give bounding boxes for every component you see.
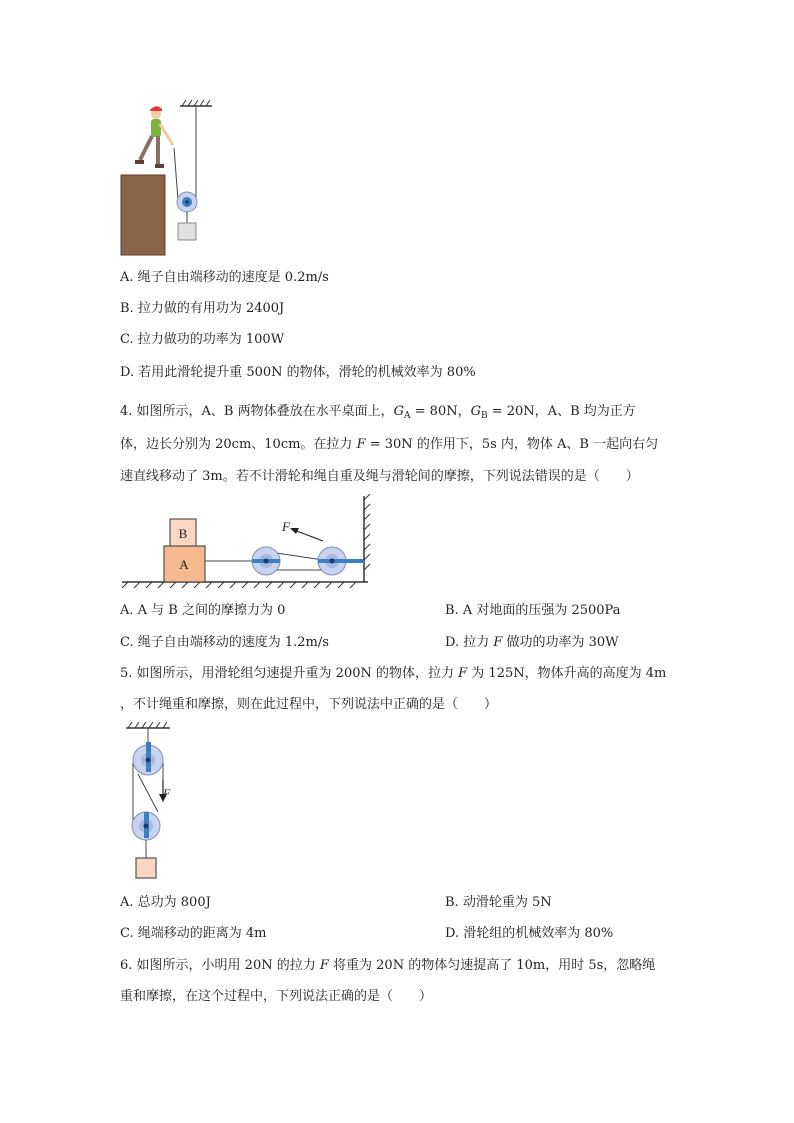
q5-figure [118,722,198,886]
fixed-pulley [133,742,163,775]
brick-wall [121,175,165,255]
q3-option-a: A. 绳子自由端移动的速度是 0.2m/s [120,270,329,285]
q3-option-c: C. 拉力做功的功率为 100W [120,332,285,347]
q5-load-block [136,858,156,878]
pulley-right [318,547,364,575]
load-block [178,223,196,240]
q5-option-c: C. 绳端移动的距离为 4m [120,926,267,941]
pulley-left [252,547,280,575]
q5-force-f-label: F [163,786,171,800]
q4-option-d: D. 拉力 F 做功的功率为 30W [445,635,619,650]
q5-stem-line1: 5. 如图所示，用滑轮组匀速提升重为 200N 的物体，拉力 F 为 125N，物体升高的高度为 4m [120,666,667,681]
q5-stem-line2: ，不计绳重和摩擦，则在此过程中，下列说法中正确的是（ ） [120,697,498,712]
q3-figure [118,98,218,258]
q6-stem-line1: 6. 如图所示，小明用 20N 的拉力 F 将重为 20N 的物体匀速提高了 10m，用时 5s，忽略绳 [120,958,656,973]
q4-stem-line3: 速直线移动了 3m。若不计滑轮和绳自重及绳与滑轮间的摩擦，下列说法错误的是（ ） [120,469,639,484]
movable-pulley [132,812,160,840]
block-a-label: A [179,557,189,572]
q6-stem-line2: 重和摩擦，在这个过程中，下列说法正确的是（ ） [120,989,433,1004]
force-f-label: F [282,519,290,534]
q3-option-d: D. 若用此滑轮提升重 500N 的物体，滑轮的机械效率为 80% [120,365,476,380]
q4-stem-line2: 体，边长分别为 20cm、10cm。在拉力 F = 30N 的作用下，5s 内，物体 A、B 一起向右匀 [120,437,659,452]
q4-stem-line1: 4. 如图所示，A、B 两物体叠放在水平桌面上，$G_A = 80N$，$G_B = 20N$，A、B 均为正方 [120,404,636,421]
q4-option-a: A. A 与 B 之间的摩擦力为 0 [120,603,286,618]
q5-option-a: A. 总功为 800J [120,895,211,910]
movable-pulley [177,192,197,212]
block-b-label: B [178,526,188,541]
worker-figure [135,106,173,168]
q5-option-d: D. 滑轮组的机械效率为 80% [445,926,614,941]
q3-option-b: B. 拉力做的有用功为 2400J [120,301,285,316]
q4-option-c: C. 绳子自由端移动的速度为 1.2m/s [120,635,329,650]
q4-number: 4. [120,404,133,419]
q4-figure [118,494,378,590]
q4-option-b: B. A 对地面的压强为 2500Pa [445,603,621,618]
q5-option-b: B. 动滑轮重为 5N [445,895,552,910]
